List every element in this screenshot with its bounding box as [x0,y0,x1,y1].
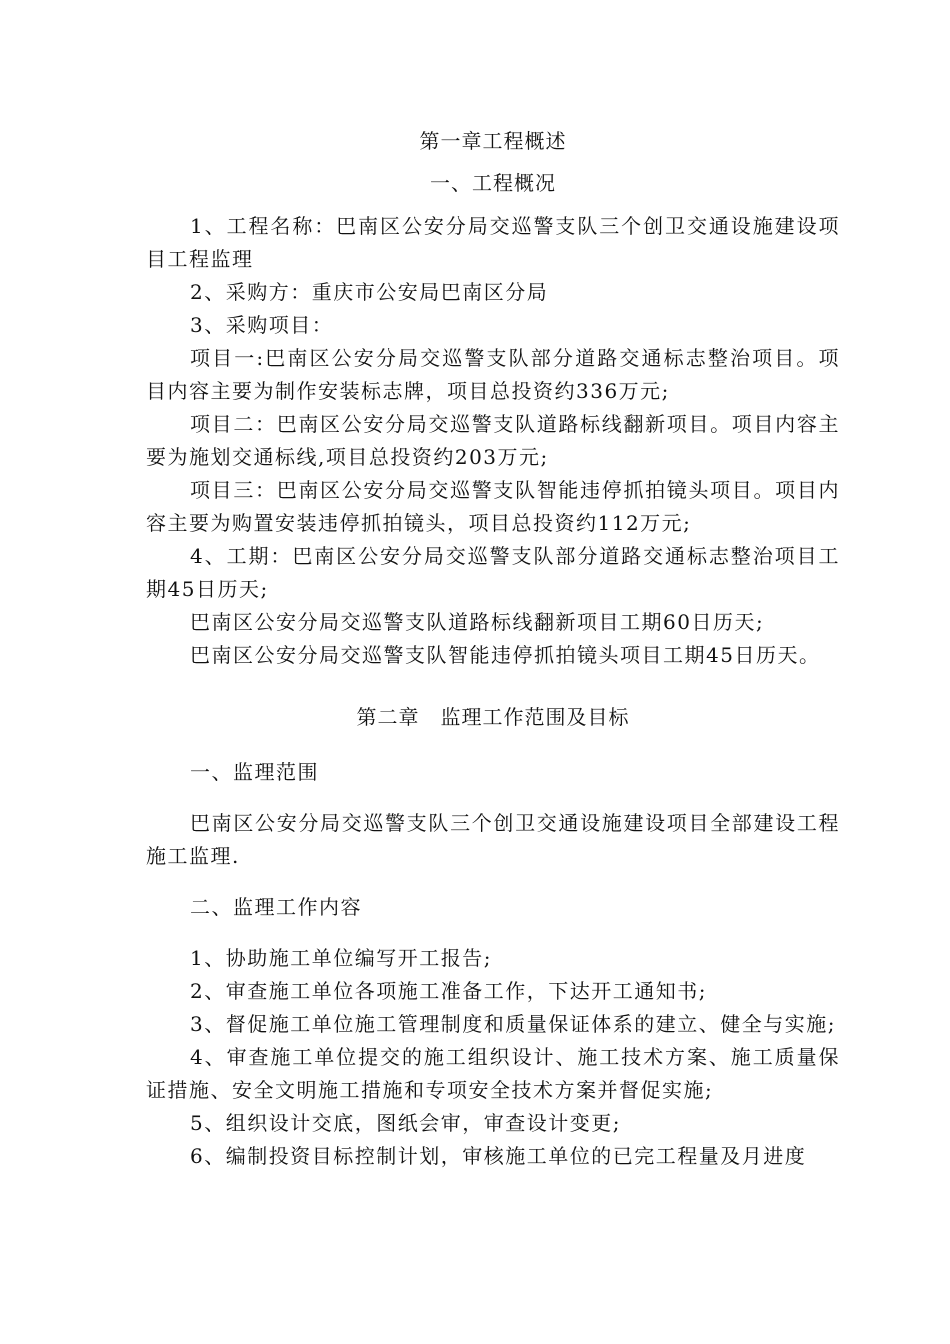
paragraph-duration-three: 巴南区公安分局交巡警支队智能违停抓拍镜头项目工期45日历天。 [190,643,821,667]
paragraph-project-name: 1、工程名称：巴南区公安分局交巡警支队三个创卫交通设施建设项目工程监理 [146,214,840,271]
chapter-1-title: 第一章工程概述 [419,129,567,153]
section-2-1-title: 一、监理范围 [190,760,319,784]
paragraph-purchase-items: 3、采购项目： [190,313,334,337]
paragraph-duration-two: 巴南区公安分局交巡警支队道路标线翻新项目工期60日历天; [190,610,765,634]
chapter-2-title: 第二章 监理工作范围及目标 [356,705,630,729]
paragraph-duration: 4、工期：巴南区公安分局交巡警支队部分道路交通标志整治项目工期45日历天; [146,544,840,601]
section-2-2-title: 二、监理工作内容 [190,895,362,919]
chapter-1-body [146,210,840,672]
list-item: 5、组织设计交底，图纸会审，审查设计变更; [190,1111,621,1135]
paragraph-project-three: 项目三：巴南区公安分局交巡警支队智能违停抓拍镜头项目。项目内容主要为购置安装违停抓拍镜头，项目总投资约112万元; [146,478,840,535]
document-page [146,120,840,1173]
list-item: 2、审查施工单位各项施工准备工作，下达开工通知书; [190,979,707,1003]
paragraph-project-two: 项目二：巴南区公安分局交巡警支队道路标线翻新项目。项目内容主要为施划交通标线,项目总投资约203万元; [146,412,840,469]
list-item: 4、审查施工单位提交的施工组织设计、施工技术方案、施工质量保证措施、安全文明施工措施和专项安全技术方案并督促实施; [146,1045,840,1102]
paragraph-purchaser: 2、采购方：重庆市公安局巴南区分局 [190,280,549,304]
section-2-1-text: 巴南区公安分局交巡警支队三个创卫交通设施建设项目全部建设工程施工监理. [146,811,840,868]
section-1-1-title: 一、工程概况 [430,171,556,195]
list-item: 3、督促施工单位施工管理制度和质量保证体系的建立、健全与实施; [190,1012,836,1036]
list-item: 1、协助施工单位编写开工报告; [190,946,492,970]
work-content-list [146,942,840,1173]
list-item: 6、编制投资目标控制计划，审核施工单位的已完工程量及月进度 [190,1144,807,1168]
paragraph-project-one: 项目一:巴南区公安分局交巡警支队部分道路交通标志整治项目。项目内容主要为制作安装标志牌，项目总投资约336万元; [146,346,840,403]
